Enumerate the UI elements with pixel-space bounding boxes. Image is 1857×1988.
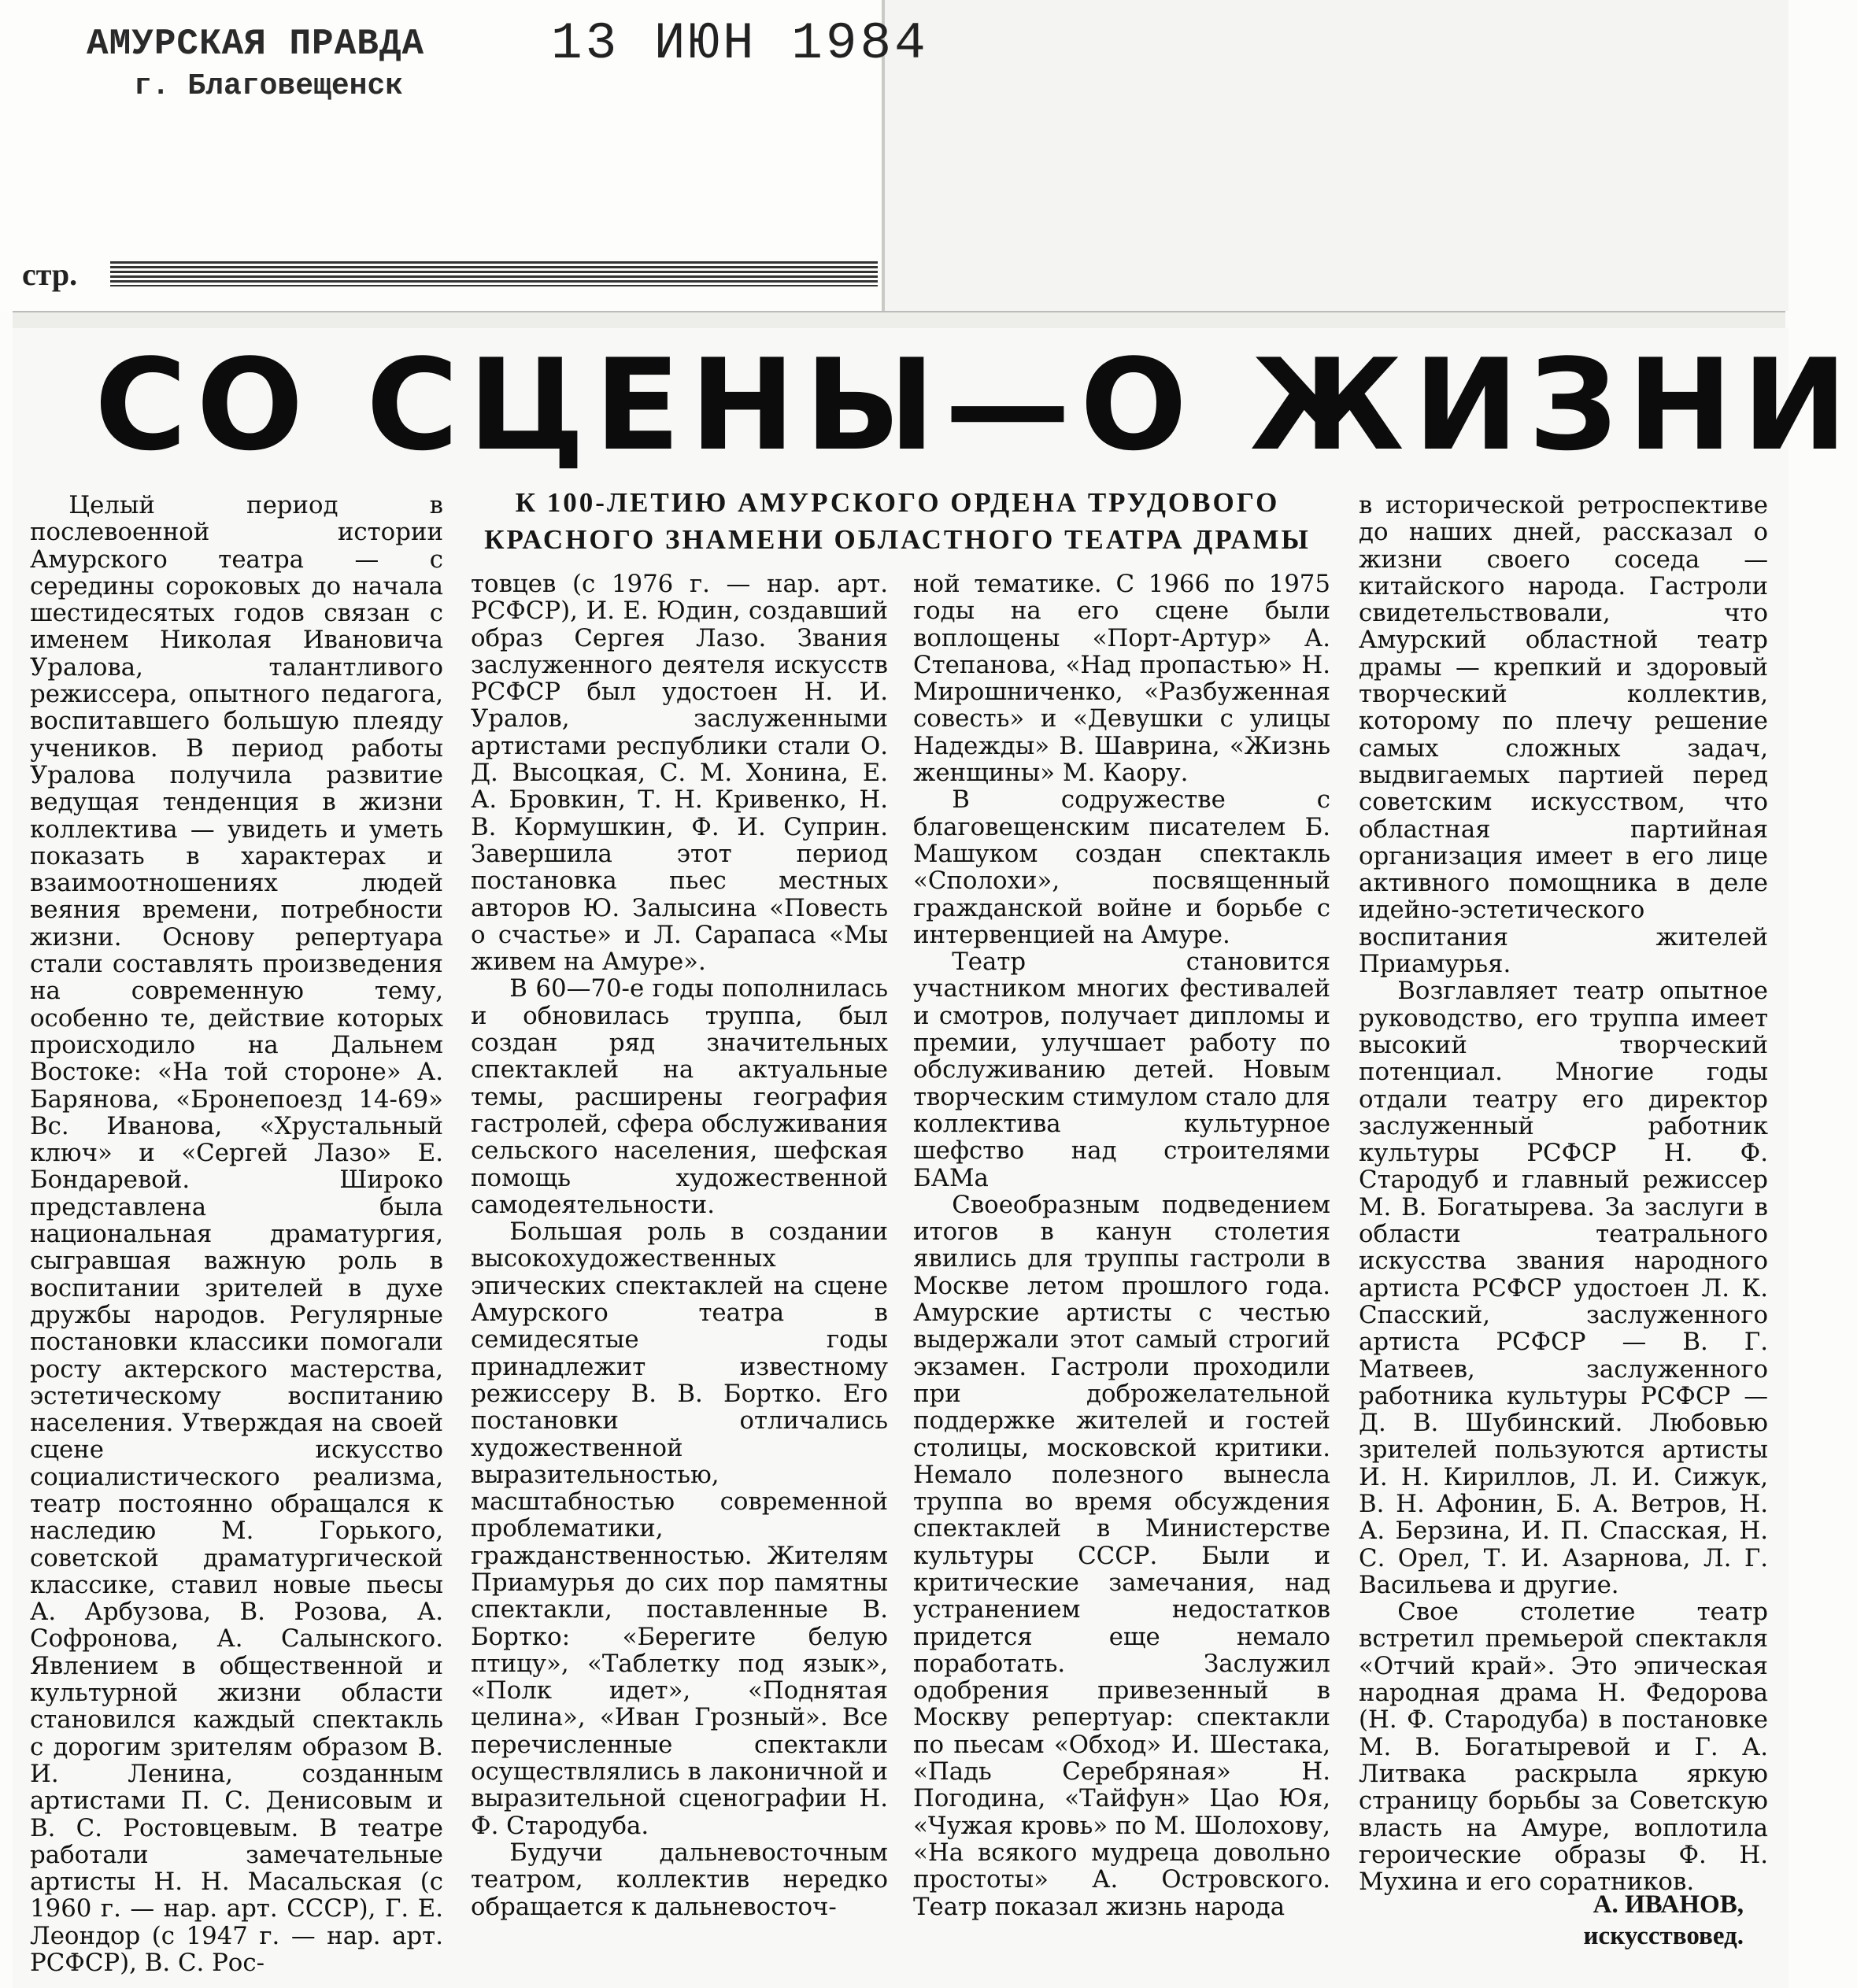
- background-page-strip: [885, 0, 1789, 311]
- article-column-1: [30, 492, 443, 1987]
- stamp-date: 13 ИЮН 1984: [551, 14, 929, 73]
- paragraph: ной тематике. С 1966 по 1975 годы на его сцене были воплощены «Порт-Артур» А. Степанова, «Над пропастью» Н. Мирошниченко, «Разбуженная совесть» и «Девушки с улицы Надежды» В. Шаврина, «Жизнь женщины» М. Каору.: [913, 570, 1330, 788]
- stamp-city: г. Благовещенск: [134, 69, 404, 103]
- headline: СО СЦЕНЫ—О ЖИЗНИ: [94, 331, 1857, 479]
- paper-edge: [13, 311, 1785, 330]
- paragraph: Свое столетие театр встретил премьерой спектакля «Отчий край». Это эпическая народная драма Н. Федорова (Н. Ф. Стародуба) в постановке М. В. Богатыревой и Г. А. Литвака раскрыла яркую страницу борьбы за Советскую власть на Амуре, воплотила героические образы Ф. Н. Мухина и его соратников.: [1359, 1598, 1768, 1897]
- subheadline: К 100-ЛЕТИЮ АМУРСКОГО ОРДЕНА ТРУДОВОГО КРАСНОГО ЗНАМЕНИ ОБЛАСТНОГО ТЕАТРА ДРАМЫ: [484, 487, 1311, 555]
- article-column-3: [913, 571, 1330, 1987]
- paragraph: Большая роль в создании высокохудожественных эпических спектаклей на сцене Амурского театра в семидесятые годы принадлежит известному режиссеру В. В. Бортко. Его постановки отличались художественной выразительностью, масштабностью современной проблематики, гражданственностью. Жителям Приамурья до сих пор памятны спектакли, поставленные В. Бортко: «Берегите белую птицу», «Таблетку под язык», «Полк идет», «Поднятая целина», «Иван Грозный». Все перечисленные спектакли осуществлялись в лаконичной и выразительной сценографии Н. Ф. Стародуба.: [471, 1218, 888, 1840]
- paragraph: В содружестве с благовещенским писателем Б. Машуком создан спектакль «Сполохи», посвященный гражданской войне и борьбе с интервенцией на Амуре.: [913, 785, 1330, 949]
- byline-role: искусствовед.: [1583, 1922, 1744, 1950]
- paragraph: Целый период в послевоенной истории Амурского театра — с середины сороковых до начала шестидесятых годов связан с именем Николая Ивановича Уралова, талантливого режиссера, опытного педагога, воспитавшего большую плеяду учеников. В период работы Уралова получила развитие ведущая тенденция в жизни коллектива — увидеть и уметь показать в характерах и взаимоотношениях людей веяния времени, потребности жизни. Основу репертуара стали составлять произведения на современную тему, особенно те, действие которых происходило на Дальнем Востоке: «На той стороне» А. Барянова, «Бронепоезд 14-69» Вс. Иванова, «Хрустальный ключ» и «Сергей Лазо» Е. Бондаревой. Широко представлена была национальная драматургия, сыгравшая важную роль в воспитании зрителей в духе дружбы народов. Регулярные постановки классики помогали росту актерского мастерства, эстетическому воспитанию населения. Утверждая на своей сцене искусство социалистического реализма, театр постоянно обращался к наследию М. Горького, советской драматургической классике, ставил новые пьесы А. Арбузова, В. Розова, А. Софронова, А. Салынского. Явлением в общественной и культурной жизни области становился каждый спектакль с дорогим зрителям образом В. И. Ленина, созданным артистами П. С. Денисовым и В. С. Ростовцевым. В театре работали замечательные артисты Н. Н. Масальская (с 1960 г. — нар. арт. СССР), Г. Е. Леондор (с 1947 г. — нар. арт. РСФСР), В. С. Рос-: [30, 491, 443, 1978]
- page-number-rule: [110, 261, 878, 286]
- paragraph: Театр становится участником многих фестивалей и смотров, получает дипломы и премии, улучшает работу по обслуживанию детей. Новым творческим стимулом стало для коллектива культурное шефство над строителями БАМа: [913, 948, 1330, 1192]
- stamp-newspaper-name: АМУРСКАЯ ПРАВДА: [87, 24, 425, 65]
- byline: [1480, 1889, 1744, 1952]
- paragraph: в исторической ретроспективе до наших дней, рассказал о жизни своего соседа — китайского народа. Гастроли свидетельствовали, что Амурский областной театр драмы — крепкий и здоровый творческий коллектив, которому по плечу решение самых сложных задач, выдвигаемых партией перед советским искусством, что областная партийная организация имеет в его лице активного помощника в деле идейно-эстетического воспитания жителей Приамурья.: [1359, 491, 1768, 979]
- paragraph: Своеобразным подведением итогов в канун столетия явились для труппы гастроли в Москве летом прошлого года. Амурские артисты с честью выдержали этот самый строгий экзамен. Гастроли проходили при доброжелательной поддержке жителей и гостей столицы, московской критики. Немало полезного вынесла труппа во время обсуждения спектаклей в Министерстве культуры СССР. Были и критические замечания, над устранением недостатков придется еще немало поработать. Заслужил одобрения привезенный в Москву репертуар: спектакли по пьесам «Обход» И. Шестака, «Падь Серебряная» Н. Погодина, «Тайфун» Цао Юя, «Чужая кровь» по М. Шолохову, «На всякого мудреца довольно простоты» А. Островского. Театр показал жизнь народа: [913, 1190, 1330, 1921]
- paragraph: Будучи дальневосточным театром, коллектив нередко обращается к дальневосточ-: [471, 1838, 888, 1921]
- paragraph: Возглавляет театр опытное руководство, его труппа имеет высокий творческий потенциал. Многие годы отдали театру его директор заслуженный работник культуры РСФСР Н. Ф. Стародуб и главный режиссер М. В. Богатырева. За заслуги в области театрального искусства звания народного артиста РСФСР удостоен Л. К. Спасский, заслуженного артиста РСФСР — В. Г. Матвеев, заслуженного работника культуры РСФСР — Д. В. Шубинский. Любовью зрителей пользуются артисты И. Н. Кириллов, Л. И. Сижук, В. Н. Афонин, Б. А. Ветров, Н. А. Берзина, И. П. Спасская, Н. С. Орел, Т. И. Азарнова, Л. Г. Васильева и другие.: [1359, 977, 1768, 1599]
- article-column-2: [471, 571, 888, 1987]
- paragraph: товцев (с 1976 г. — нар. арт. РСФСР), И. Е. Юдин, создавший образ Сергея Лазо. Звания заслуженного деятеля искусств РСФСР был удостоен Н. И. Уралов, заслуженными артистами республики стали О. Д. Высоцкая, С. М. Хонина, Е. А. Бровкин, Т. Н. Кривенко, Н. В. Кормушкин, Ф. И. Суприн. Завершила этот период постановка пьес местных авторов Ю. Залысина «Повесть о счастье» и Л. Сарапаса «Мы живем на Амуре».: [471, 570, 888, 977]
- page-label: стр.: [22, 257, 78, 292]
- paragraph: В 60—70-е годы пополнилась и обновилась труппа, был создан ряд значительных спектаклей на актуальные темы, расширены география гастролей, сфера обслуживания сельского населения, шефская помощь художественной самодеятельности.: [471, 974, 888, 1219]
- byline-author: А. ИВАНОВ,: [1593, 1890, 1744, 1919]
- article-column-4: [1359, 491, 1768, 1897]
